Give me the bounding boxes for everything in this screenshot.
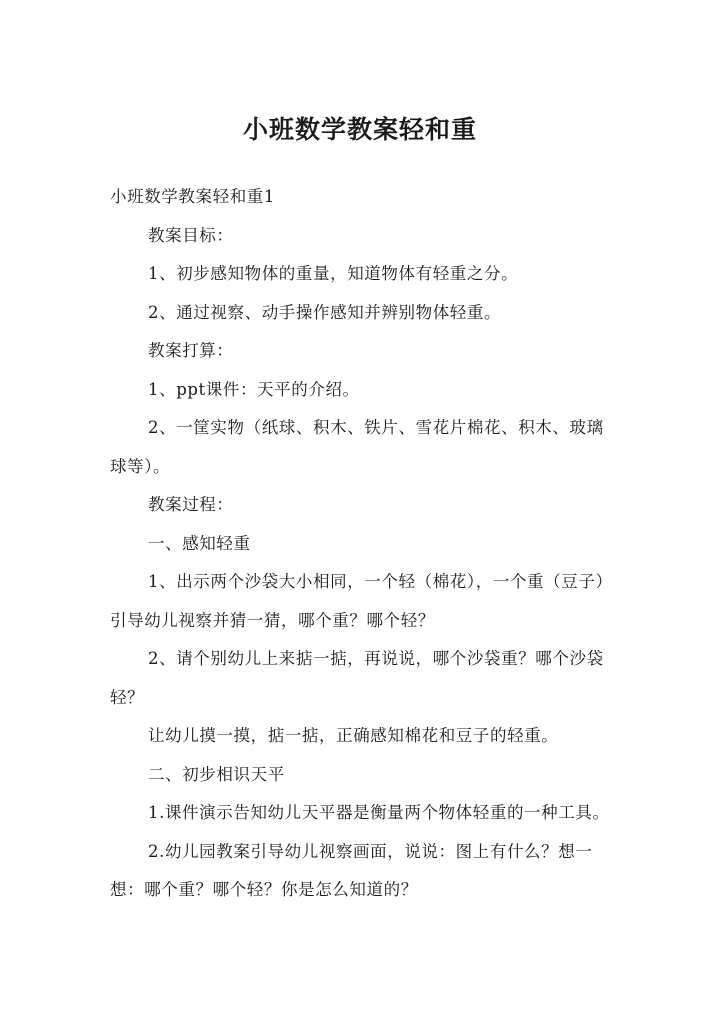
document-title: 小班数学教案轻和重 bbox=[242, 115, 477, 144]
paragraph: 2.幼儿园教案引导幼儿视察画面，说说：图上有什么？想一想：哪个重？哪个轻？你是怎么知道的？ bbox=[110, 841, 593, 899]
paragraph: 让幼儿摸一摸，掂一掂，正确感知棉花和豆子的轻重。 bbox=[148, 726, 559, 745]
paragraph: 1.课件演示告知幼儿天平器是衡量两个物体轻重的一种工具。 bbox=[148, 803, 610, 822]
paragraph: 教案过程： bbox=[148, 495, 234, 514]
paragraph: 2、请个别幼儿上来掂一掂，再说说，哪个沙袋重？哪个沙袋轻？ bbox=[110, 649, 604, 707]
paragraph: 小班数学教案轻和重1 bbox=[110, 187, 275, 206]
paragraph: 教案目标： bbox=[148, 225, 234, 245]
paragraph: 2、一筐实物（纸球、积木、铁片、雪花片棉花、积木、玻璃球等）。 bbox=[110, 418, 604, 476]
paragraph: 2、通过视察、动手操作感知并辨别物体轻重。 bbox=[148, 302, 502, 322]
paragraph: 二、初步相识天平 bbox=[148, 764, 285, 784]
paragraph: 一、感知轻重 bbox=[148, 533, 251, 553]
paragraph: 1、初步感知物体的重量，知道物体有轻重之分。 bbox=[148, 264, 519, 283]
paragraph: 1、ppt课件：天平的介绍。 bbox=[148, 379, 360, 399]
paragraph: 1、出示两个沙袋大小相同，一个轻（棉花），一个重（豆子）引导幼儿视察并猜一猜，哪个重？哪个轻？ bbox=[110, 572, 613, 630]
paragraph: 教案打算： bbox=[148, 341, 234, 360]
document-body bbox=[110, 178, 616, 910]
